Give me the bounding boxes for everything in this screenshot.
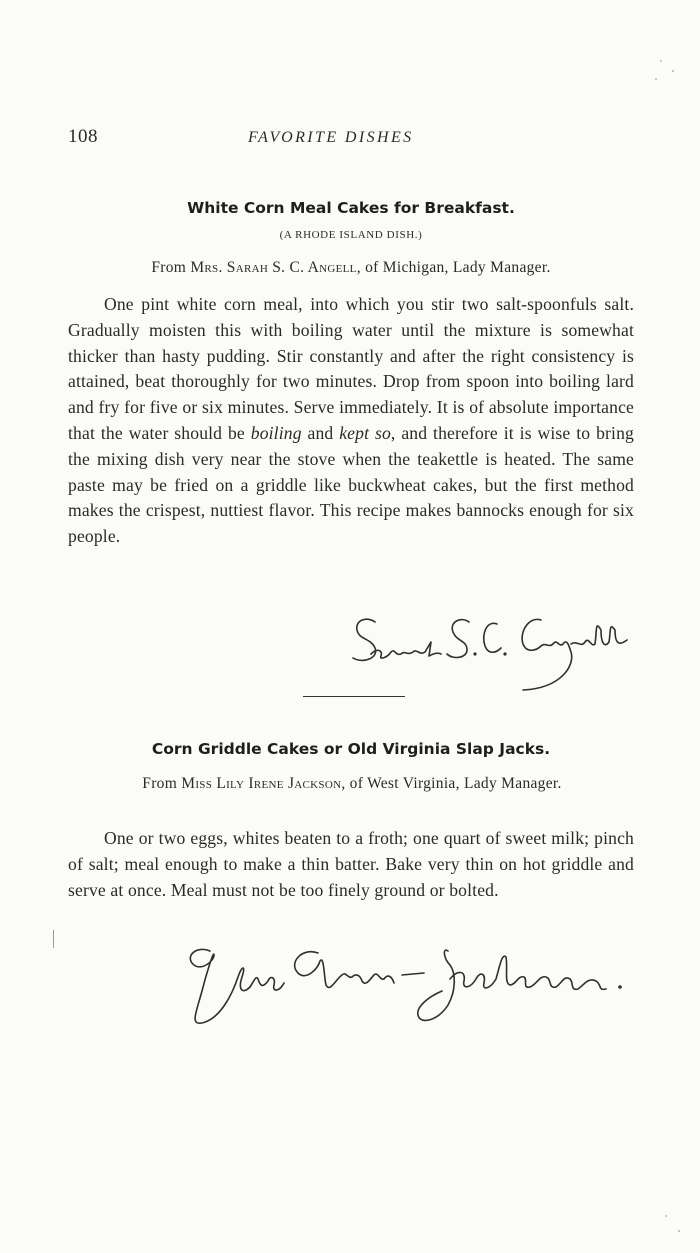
page-number: 108 [68,126,98,147]
scan-speck [655,78,657,80]
section-divider [303,696,405,697]
attribution-name: Miss Lily Irene Jackson [181,775,342,792]
recipe-body [68,292,634,550]
recipe-body-text: , and therefore it is wise to bring the mixing dish very near the stove when the teakettle is heated. The same paste may be fried on a griddle like buckwheat cakes, but the first method makes the crispest, nuttiest flavor. This recipe makes bannocks enough for six people. [68,422,634,547]
recipe-title-slap-jacks: Corn Griddle Cakes or Old Virginia Slap Jacks. [151,740,551,758]
signature-sarah-angell [345,608,635,698]
emphasis-kept-so: kept so [339,422,391,443]
attribution-name: Mrs. Sarah S. C. Angell [190,259,357,276]
attribution-suffix: , of Michigan, Lady Manager. [356,259,551,276]
emphasis-boiling: boiling [250,422,302,443]
recipe-title-white-corn-meal-cakes: White Corn Meal Cakes for Breakfast. [187,199,515,217]
attribution-suffix: , of West Virginia, Lady Manager. [341,775,562,792]
recipe-attribution [68,257,634,279]
running-title: FAVORITE DISHES [248,129,414,146]
recipe-body: One or two eggs, whites beaten to a froth; one quart of sweet milk; pinch of salt; meal enough to make a thin batter. Bake very thin on hot griddle and serve at once. Meal must not be too finely ground or bolted. [68,828,634,900]
signature-lily-jackson [180,935,640,1035]
recipe-body-text: and [301,422,340,443]
page-header [68,126,634,156]
scan-speck [660,60,662,62]
recipe-subtitle: (A RHODE ISLAND DISH.) [279,229,423,241]
attribution-prefix: From [151,259,191,276]
attribution-prefix: From [142,775,182,792]
scan-speck [665,1215,667,1217]
margin-mark [53,930,54,948]
scan-speck [678,1230,680,1232]
scan-speck [672,70,674,72]
recipe-body-text: One pint white corn meal, into which you stir two salt-spoonfuls salt. Gradually moisten this with boiling water until the mixture is somewhat thicker than hasty pudding. Stir constantly and after the right consistency is attained, beat thoroughly for two minutes. Drop from spoon into boiling lard and fry for five or six minutes. Serve immediately. It is of absolute importance that the water should be [68,294,634,443]
recipe-attribution [96,773,608,795]
